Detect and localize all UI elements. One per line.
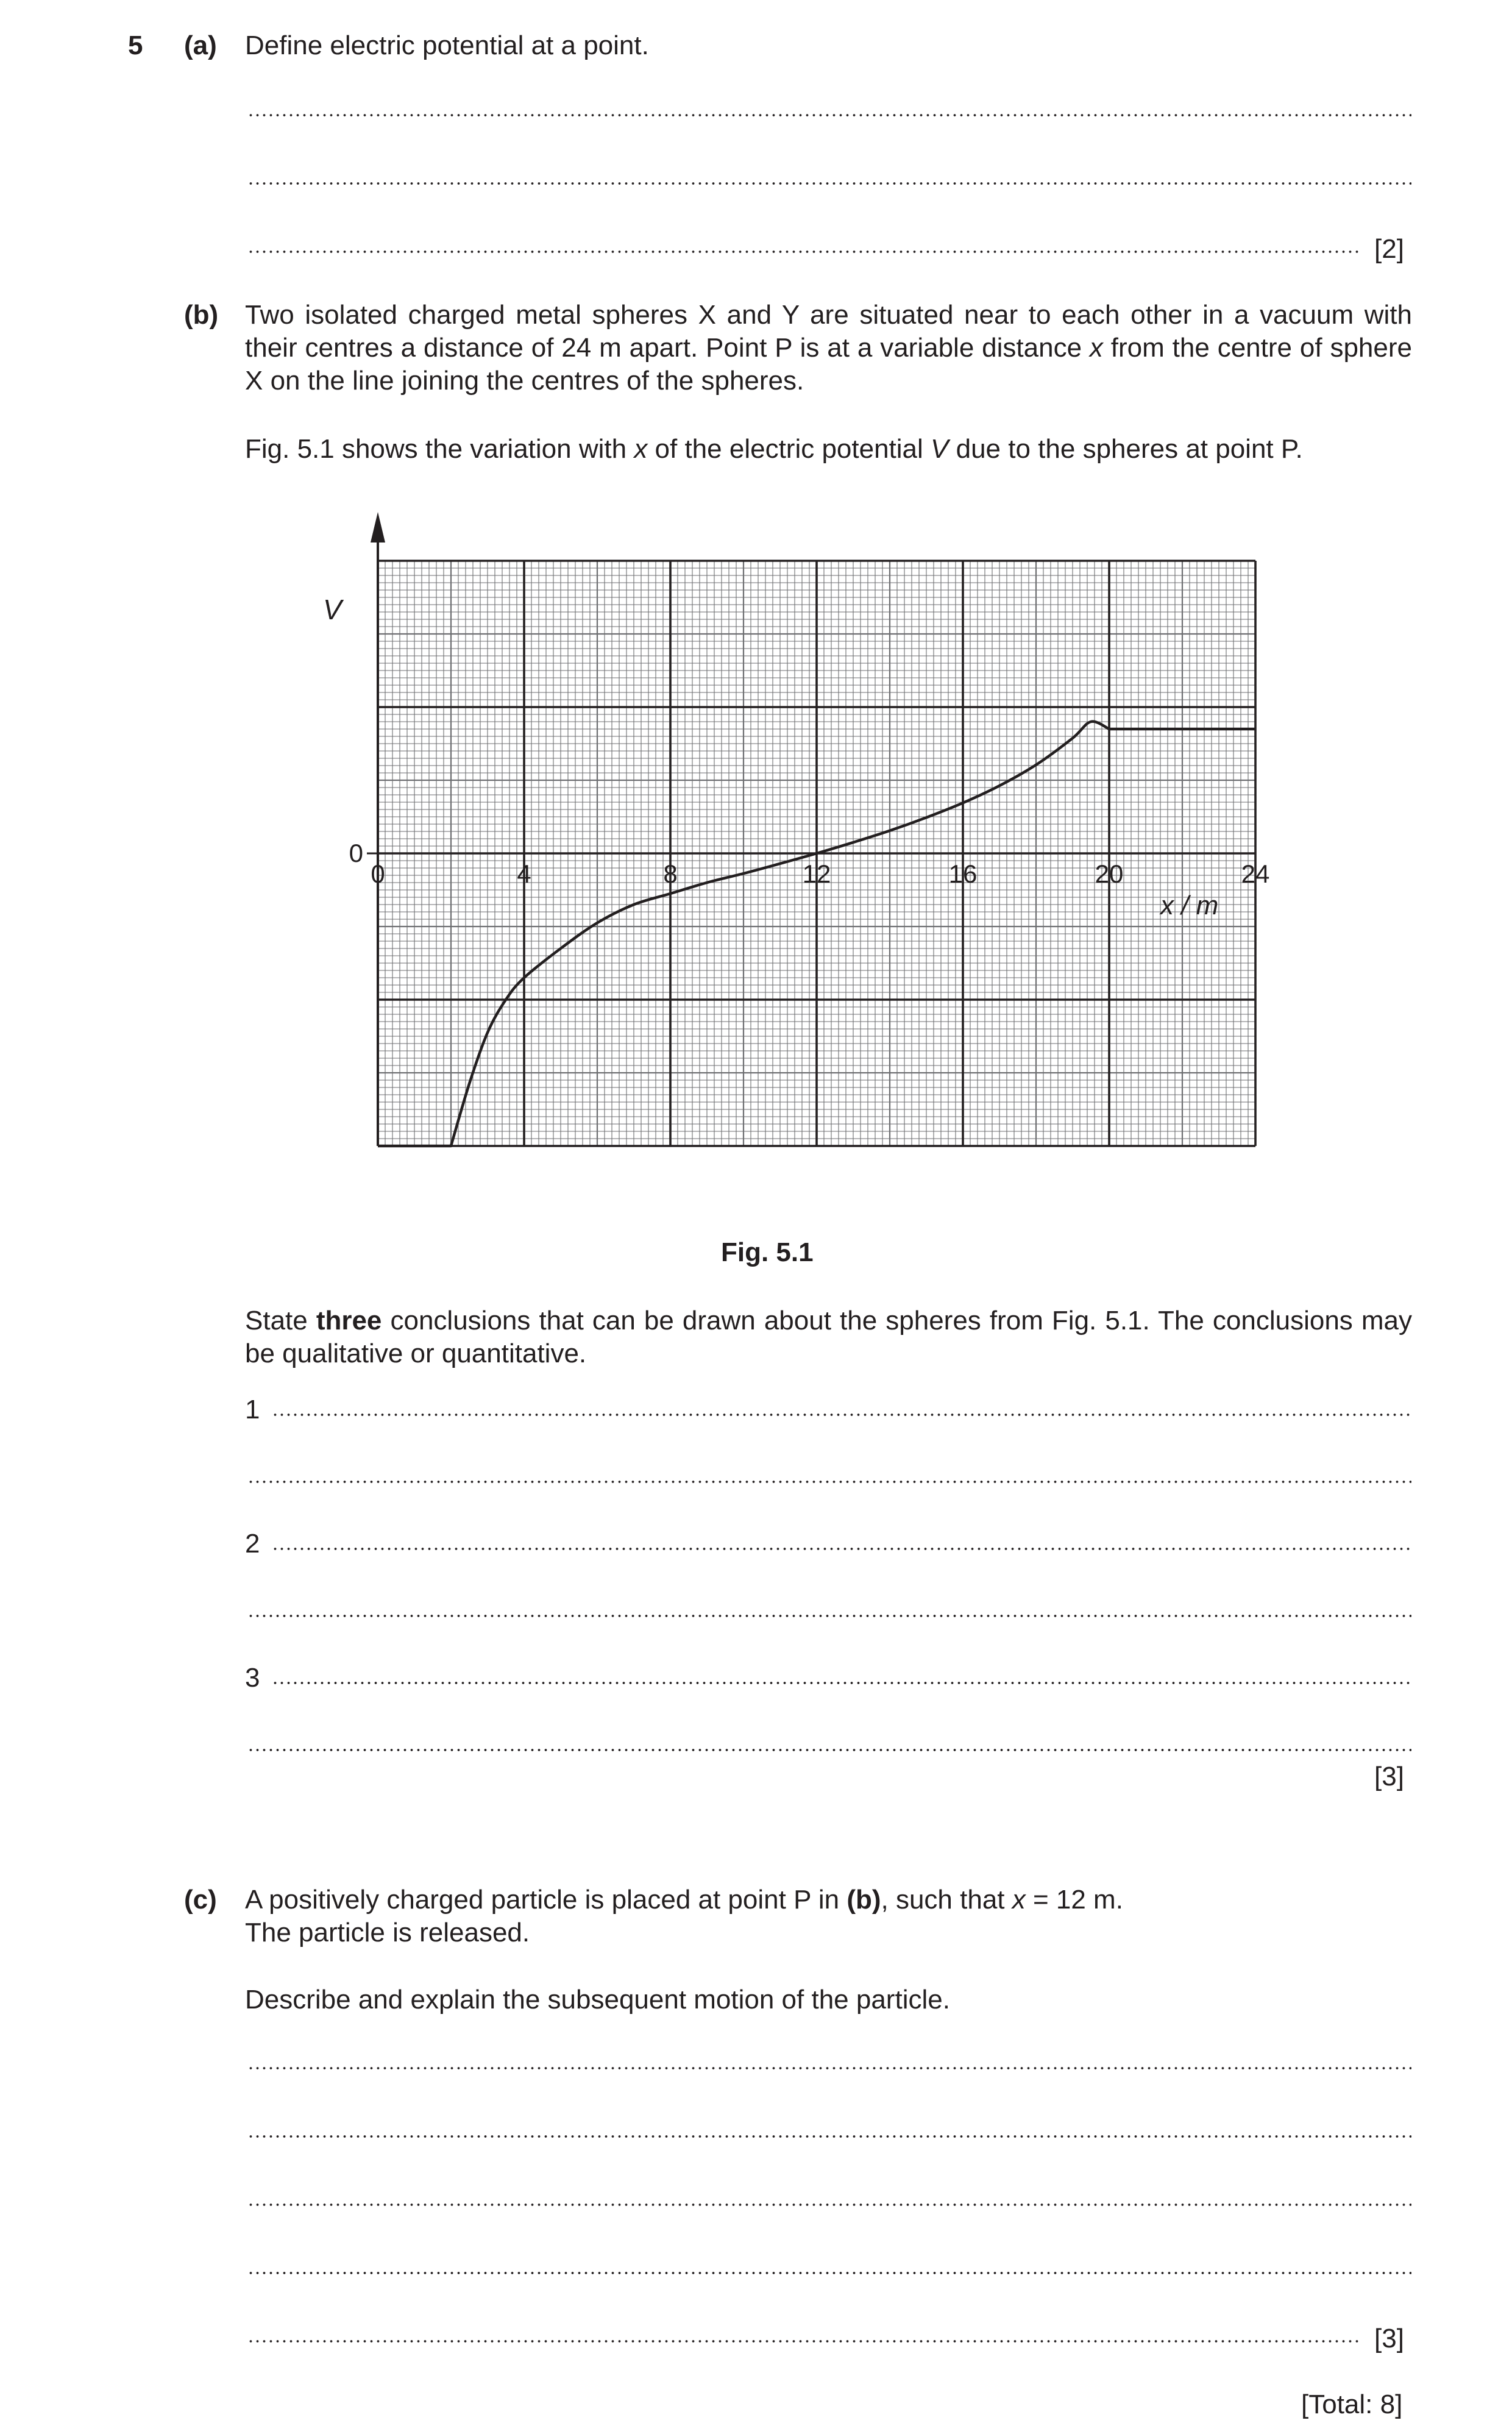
marks-b: [3] xyxy=(1374,1762,1404,1791)
marks-a: [2] xyxy=(1374,234,1404,264)
part-c-line-1: A positively charged particle is placed at point P in (b), such that x = 12 m. xyxy=(245,1885,1123,1915)
answer-line-b2[interactable] xyxy=(247,1480,1411,1484)
y-tick-label: 0 xyxy=(349,839,363,867)
x-tick-label: 20 xyxy=(1095,859,1124,888)
answer-line-c5[interactable] xyxy=(247,2339,1360,2343)
answer-line-a1[interactable] xyxy=(247,113,1411,117)
part-c-line-2: The particle is released. xyxy=(245,1918,530,1948)
conclusion-number-3: 3 xyxy=(245,1663,260,1693)
graph-labels xyxy=(323,594,1269,920)
conclusion-number-1: 1 xyxy=(245,1395,260,1425)
answer-line-c2[interactable] xyxy=(247,2135,1411,2138)
answer-line-b4[interactable] xyxy=(247,1614,1411,1618)
answer-line-c1[interactable] xyxy=(247,2066,1411,2070)
x-tick-label: 24 xyxy=(1241,859,1270,888)
y-axis-arrowhead xyxy=(371,512,385,542)
answer-line-b1[interactable] xyxy=(272,1413,1411,1417)
x-tick-label: 12 xyxy=(802,859,831,888)
answer-line-a3[interactable] xyxy=(247,250,1360,254)
answer-line-b6[interactable] xyxy=(247,1748,1411,1752)
part-b-paragraph-1: Two isolated charged metal spheres X and Y are situated near to each other in a vacuum with their centres a distance of 24 m apart. Point P is at a variable distance x from the centre of sphere X on the line joining the centres of the spheres. xyxy=(245,300,1412,396)
x-tick-label: 16 xyxy=(948,859,978,888)
answer-line-a2[interactable] xyxy=(247,182,1411,185)
part-b-paragraph-2: Fig. 5.1 shows the variation with x of the electric potential V due to the spheres at point P. xyxy=(245,434,1303,464)
part-a-text: Define electric potential at a point. xyxy=(245,30,649,60)
part-b-instruction: State three conclusions that can be drawn about the spheres from Fig. 5.1. The conclusions may be qualitative or quantitative. xyxy=(245,1306,1412,1368)
x-tick-label: 0 xyxy=(371,859,385,888)
part-c-label: (c) xyxy=(184,1885,217,1915)
question-number: 5 xyxy=(128,30,143,60)
answer-line-b3[interactable] xyxy=(272,1547,1411,1551)
conclusion-number-2: 2 xyxy=(245,1529,260,1559)
total-marks: [Total: 8] xyxy=(1301,2389,1403,2419)
part-a-label: (a) xyxy=(184,30,217,60)
part-c-line-3: Describe and explain the subsequent motion of the particle. xyxy=(245,1985,950,2015)
x-axis-label: x / m xyxy=(1160,891,1219,920)
answer-line-c4[interactable] xyxy=(247,2271,1411,2275)
figure-caption: Fig. 5.1 xyxy=(721,1237,814,1267)
potential-graph xyxy=(317,512,1292,1170)
marks-c: [3] xyxy=(1374,2324,1404,2353)
answer-line-b5[interactable] xyxy=(272,1681,1411,1685)
x-tick-label: 4 xyxy=(517,859,531,888)
part-b-label: (b) xyxy=(184,300,219,330)
y-axis-label: V xyxy=(323,594,342,625)
answer-line-c3[interactable] xyxy=(247,2203,1411,2207)
x-tick-label: 8 xyxy=(663,859,678,888)
